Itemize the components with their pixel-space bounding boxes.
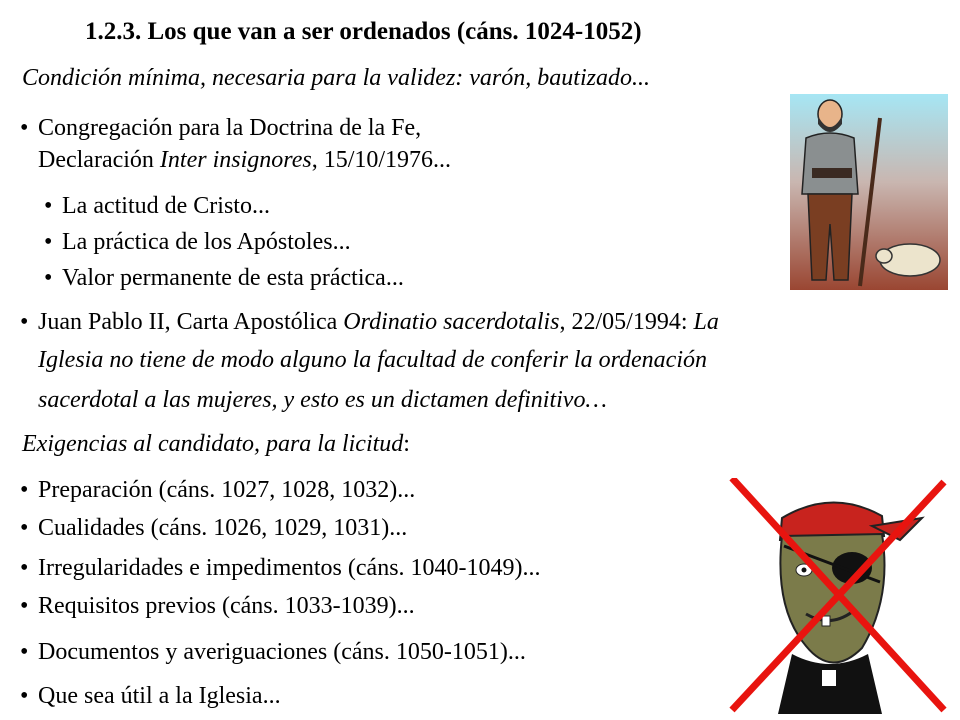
pirate-priest-illustration	[722, 478, 954, 714]
subitem-label: Valor permanente de esta práctica...	[62, 265, 404, 291]
jp2-line1-pre: Juan Pablo II, Carta Apostólica	[38, 309, 344, 335]
requirement-label: Cualidades (cáns. 1026, 1029, 1031)...	[38, 515, 408, 541]
bullet: •	[20, 515, 29, 541]
requirements-heading-text: Exigencias al candidato, para la licitud	[22, 431, 404, 457]
shepherd-illustration	[790, 94, 948, 290]
bullet: •	[20, 683, 29, 709]
jp2-quote-start: La	[693, 309, 719, 335]
requirement-label: Preparación (cáns. 1027, 1028, 1032)...	[38, 477, 416, 503]
doctrine-line1: Congregación para la Doctrina de la Fe,	[38, 115, 422, 141]
doctrine-item	[20, 114, 421, 142]
bullet: •	[44, 265, 53, 291]
requirement-label: Que sea útil a la Iglesia...	[38, 683, 281, 709]
doctrine-document-name: Inter insignores	[159, 147, 312, 173]
slide-title: 1.2.3. Los que van a ser ordenados (cáns. 1024-1052)	[85, 18, 642, 45]
requirement-item	[20, 682, 281, 710]
validity-heading: Condición mínima, necesaria para la validez: varón, bautizado...	[22, 65, 650, 91]
subitem-label: La práctica de los Apóstoles...	[62, 229, 351, 255]
doctrine-line2-pre: Declaración	[38, 147, 160, 173]
requirement-label: Requisitos previos (cáns. 1033-1039)...	[38, 593, 415, 619]
subitem-label: La actitud de Cristo...	[62, 193, 270, 219]
bullet: •	[20, 309, 29, 335]
requirement-item	[20, 592, 415, 620]
requirements-heading	[22, 430, 410, 458]
requirement-item	[20, 476, 415, 504]
doctrine-subitem	[44, 192, 270, 220]
requirement-label: Irregularidades e impedimentos (cáns. 1040-1049)...	[38, 555, 541, 581]
requirement-item	[20, 638, 526, 666]
bullet: •	[44, 193, 53, 219]
jp2-document-name: Ordinatio sacerdotalis	[343, 309, 560, 335]
jp2-item	[20, 308, 719, 336]
requirements-heading-colon: :	[403, 431, 410, 457]
bullet: •	[44, 229, 53, 255]
requirement-label: Documentos y averiguaciones (cáns. 1050-1051)...	[38, 639, 526, 665]
bullet: •	[20, 555, 29, 581]
jp2-line3: sacerdotal a las mujeres, y esto es un dictamen definitivo…	[38, 387, 607, 413]
doctrine-line2	[38, 146, 451, 174]
jp2-line2: Iglesia no tiene de modo alguno la facultad de conferir la ordenación	[38, 347, 707, 373]
bullet: •	[20, 639, 29, 665]
bullet: •	[20, 593, 29, 619]
jp2-date: , 22/05/1994:	[559, 309, 694, 335]
doctrine-date: , 15/10/1976...	[311, 147, 452, 173]
requirement-item	[20, 514, 407, 542]
bullet: •	[20, 115, 29, 141]
doctrine-subitem	[44, 228, 351, 256]
doctrine-subitem	[44, 264, 404, 292]
requirement-item	[20, 554, 541, 582]
bullet: •	[20, 477, 29, 503]
